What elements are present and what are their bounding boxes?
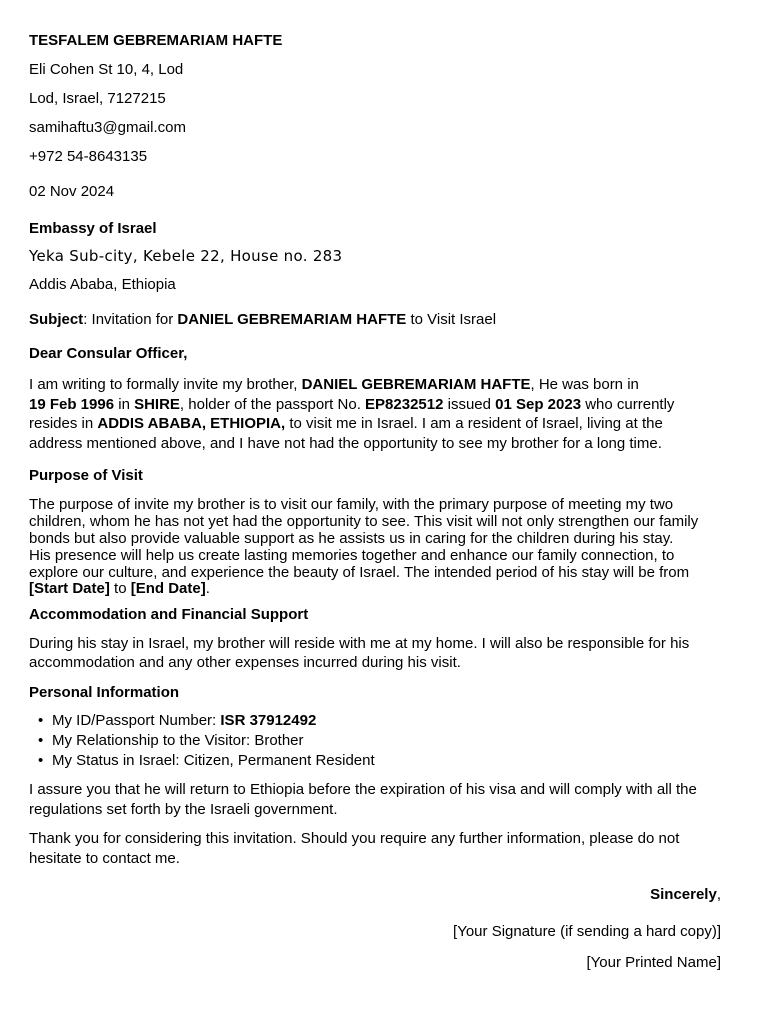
closing-word: Sincerely: [650, 886, 717, 903]
recipient-address-line2: Addis Ababa, Ethiopia: [29, 276, 176, 293]
signature-placeholder: [Your Signature (if sending a hard copy)]: [453, 923, 721, 940]
list-item-label: My Relationship to the Visitor: Brother: [52, 732, 304, 749]
list-item: [29, 711, 375, 731]
intro-visitor-name: DANIEL GEBREMARIAM HAFTE: [301, 376, 531, 393]
sender-name: TESFALEM GEBREMARIAM HAFTE: [29, 32, 283, 49]
sender-email: samihaftu3@gmail.com: [29, 119, 186, 136]
intro-line3: [29, 415, 663, 433]
intro-line2: [29, 396, 674, 414]
sender-phone: +972 54-8643135: [29, 148, 148, 165]
assurance-line1: I assure you that he will return to Ethiopia before the expiration of his visa and will comply with all the: [29, 781, 697, 798]
bullet-icon: •: [38, 712, 44, 729]
intro-text: , He was born in: [530, 376, 639, 393]
passport-number: ISR 37912492: [220, 712, 317, 729]
closing-comma: ,: [716, 886, 721, 903]
assurance-line2: regulations set forth by the Israeli government.: [29, 801, 338, 818]
recipient-address-line1: Yeka Sub-city, Kebele 22, House no. 283: [29, 247, 343, 265]
printed-name-placeholder: [Your Printed Name]: [586, 954, 721, 971]
bullet-icon: •: [38, 732, 44, 749]
end-date: [End Date]: [130, 580, 206, 597]
subject-visitor: DANIEL GEBREMARIAM HAFTE: [177, 311, 407, 328]
intro-text: who currently: [581, 396, 675, 413]
intro-text: resides in: [29, 415, 98, 432]
intro-text: to visit me in Israel. I am a resident of Israel, living at the: [285, 415, 663, 432]
subject-sep: : Invitation for: [83, 311, 178, 328]
intro-passport: EP8232512: [365, 396, 444, 413]
list-item-label: My ID/Passport Number:: [52, 712, 221, 729]
subject-tail: to Visit Israel: [406, 311, 497, 328]
start-date: [Start Date]: [29, 580, 110, 597]
intro-issued-date: 01 Sep 2023: [495, 396, 582, 413]
thanks-line2: hesitate to contact me.: [29, 850, 180, 867]
subject-line: [29, 311, 496, 329]
letter-date: 02 Nov 2024: [29, 183, 115, 200]
sender-address-line1: Eli Cohen St 10, 4, Lod: [29, 61, 184, 78]
intro-text: in: [114, 396, 135, 413]
purpose-text: .: [205, 580, 210, 597]
sender-address-line2: Lod, Israel, 7127215: [29, 90, 166, 107]
recipient-name: Embassy of Israel: [29, 220, 157, 237]
intro-line1: [29, 376, 639, 394]
purpose-line: His presence will help us create lasting memories together and enhance our family connection, to: [29, 547, 675, 564]
intro-line4: address mentioned above, and I have not had the opportunity to see my brother for a long time.: [29, 435, 662, 452]
personal-info-list: [29, 711, 375, 771]
purpose-line: bonds but also provide valuable support as he assists us in caring for the children during his stay.: [29, 530, 674, 547]
accommodation-heading: Accommodation and Financial Support: [29, 606, 309, 623]
subject-label: Subject: [29, 311, 84, 328]
intro-birthplace: SHIRE: [134, 396, 180, 413]
purpose-dates-line: [29, 580, 210, 598]
intro-text: , holder of the passport No.: [179, 396, 366, 413]
intro-residence: ADDIS ABABA, ETHIOPIA,: [97, 415, 286, 432]
accommodation-line1: During his stay in Israel, my brother will reside with me at my home. I will also be responsible for his: [29, 635, 690, 652]
purpose-line: children, whom he has not yet had the opportunity to see. This visit will not only strengthen our family: [29, 513, 699, 530]
thanks-line1: Thank you for considering this invitation. Should you require any further information, please do not: [29, 830, 680, 847]
purpose-line: The purpose of invite my brother is to visit our family, with the primary purpose of meeting my two: [29, 496, 674, 513]
bullet-icon: •: [38, 752, 44, 769]
purpose-text: to: [109, 580, 131, 597]
intro-text: issued: [443, 396, 496, 413]
list-item: [29, 751, 375, 771]
list-item: [29, 731, 375, 751]
personal-info-heading: Personal Information: [29, 684, 180, 701]
intro-text: I am writing to formally invite my brother,: [29, 376, 302, 393]
list-item-label: My Status in Israel: Citizen, Permanent Resident: [52, 752, 375, 769]
purpose-line: explore our culture, and experience the beauty of Israel. The intended period of his stay will be from: [29, 564, 690, 581]
accommodation-line2: accommodation and any other expenses incurred during his visit.: [29, 654, 461, 671]
closing-sincerely: [650, 886, 721, 904]
intro-dob: 19 Feb 1996: [29, 396, 115, 413]
purpose-heading: Purpose of Visit: [29, 467, 143, 484]
salutation: Dear Consular Officer,: [29, 345, 188, 362]
